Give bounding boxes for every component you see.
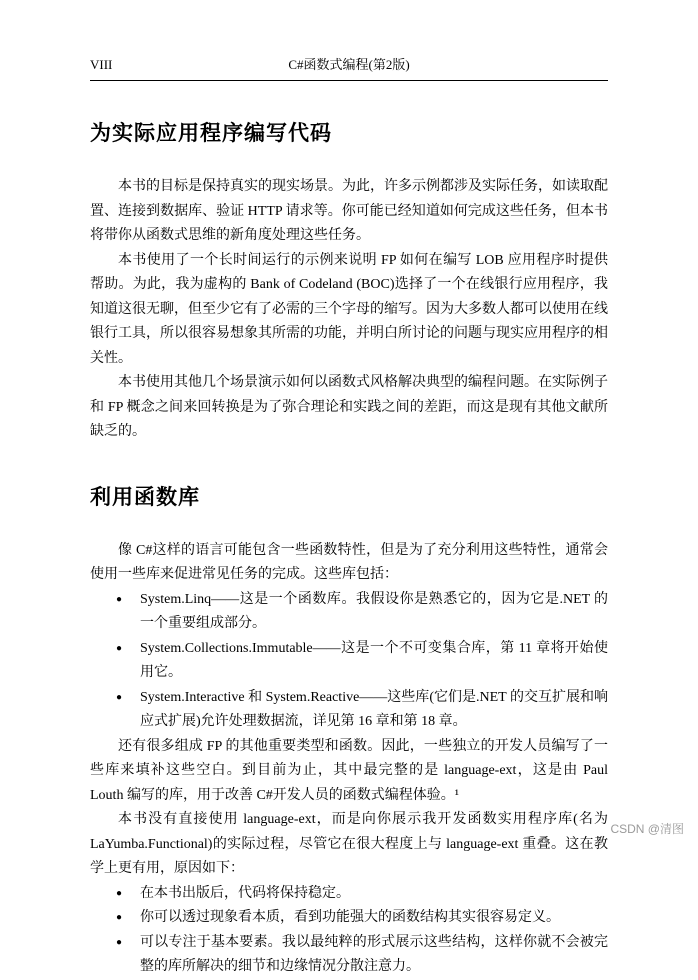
bullet-icon: ● [116, 912, 123, 923]
library-list-item-text: System.Interactive 和 System.Reactive——这些库(它们是.NET 的交互扩展和响应式扩展)允许处理数据流，详见第 16 章和第 18 章。 [140, 689, 608, 729]
reason-list-item [90, 882, 608, 907]
page-number: VIII [90, 57, 113, 72]
paragraph-layumba: 本书没有直接使用 language-ext，而是向你展示我开发函数实用程序库(名为 LaYumba.Functional)的实际过程，尽管它在很大程度上与 language-ext 重叠。这在教学上更有用，原因如下： [90, 812, 608, 876]
paragraph-boc-example: 本书使用了一个长时间运行的示例来说明 FP 如何在编写 LOB 应用程序时提供帮助。为此，我为虚构的 Bank of Codeland (BOC)选择了一个在线银行应用程序，我知道这很无聊，但至少它有了必需的三个字母的缩写。因为大多数人都可以使用在线银行工具，所以很容易想象其所需的功能，并明白所讨论的问题与现实应用程序的相关性。 [90, 252, 608, 366]
reason-list-item-text: 可以专注于基本要素。我以最纯粹的形式展示这些结构，这样你就不会被完整的库所解决的细节和边缘情况分散注意力。 [140, 934, 608, 974]
bullet-icon: ● [116, 936, 123, 948]
library-list-item-text: System.Collections.Immutable——这是一个不可变集合库，第 11 章将开始使用它。 [140, 640, 608, 680]
reason-list-item [90, 906, 608, 931]
section-heading-libraries: 利用函数库 [90, 485, 200, 509]
bullet-icon: ● [116, 691, 123, 703]
paragraph-libraries-intro: 像 C#这样的语言可能包含一些函数特性，但是为了充分利用这些特性，通常会使用一些库来促进常见任务的完成。这些库包括： [90, 542, 608, 582]
library-list-item [90, 637, 608, 686]
reason-list [90, 882, 608, 980]
library-list [90, 588, 608, 735]
library-list-item-text: System.Linq——这是一个函数库。我假设你是熟悉它的，因为它是.NET 的一个重要组成部分。 [140, 591, 608, 631]
paragraph-language-ext: 还有很多组成 FP 的其他重要类型和函数。因此，一些独立的开发人员编写了一些库来填补这些空白。到目前为止，其中最完整的是 language-ext，这是由 Paul Louth 编写的库，用于改善 C#开发人员的函数式编程体验。¹ [90, 738, 608, 803]
section-heading-real-apps: 为实际应用程序编写代码 [90, 122, 332, 145]
book-title: C#函数式编程(第2版) [288, 57, 410, 72]
bullet-icon: ● [116, 593, 123, 605]
bullet-icon: ● [116, 642, 123, 654]
bullet-icon: ● [116, 887, 123, 899]
paragraph-goal: 本书的目标是保持真实的现实场景。为此，许多示例都涉及实际任务，如读取配置、连接到数据库、验证 HTTP 请求等。你可能已经知道如何完成这些任务，但本书将带你从函数式思维的新角度处理这些任务。 [90, 179, 608, 243]
library-list-item [90, 588, 608, 637]
watermark: CSDN @清图 [610, 822, 684, 836]
reason-list-item-text: 在本书出版后，代码将保持稳定。 [140, 885, 350, 901]
paragraph-scenarios: 本书使用其他几个场景演示如何以函数式风格解决典型的编程问题。在实际例子和 FP 概念之间来回转换是为了弥合理论和实践之间的差距，而这是现有其他文献所缺乏的。 [90, 375, 608, 439]
page-header [90, 54, 608, 81]
library-list-item [90, 686, 608, 735]
reason-list-item [90, 931, 608, 980]
reason-list-item-text: 你可以透过现象看本质，看到功能强大的函数结构其实很容易定义。 [140, 910, 560, 925]
